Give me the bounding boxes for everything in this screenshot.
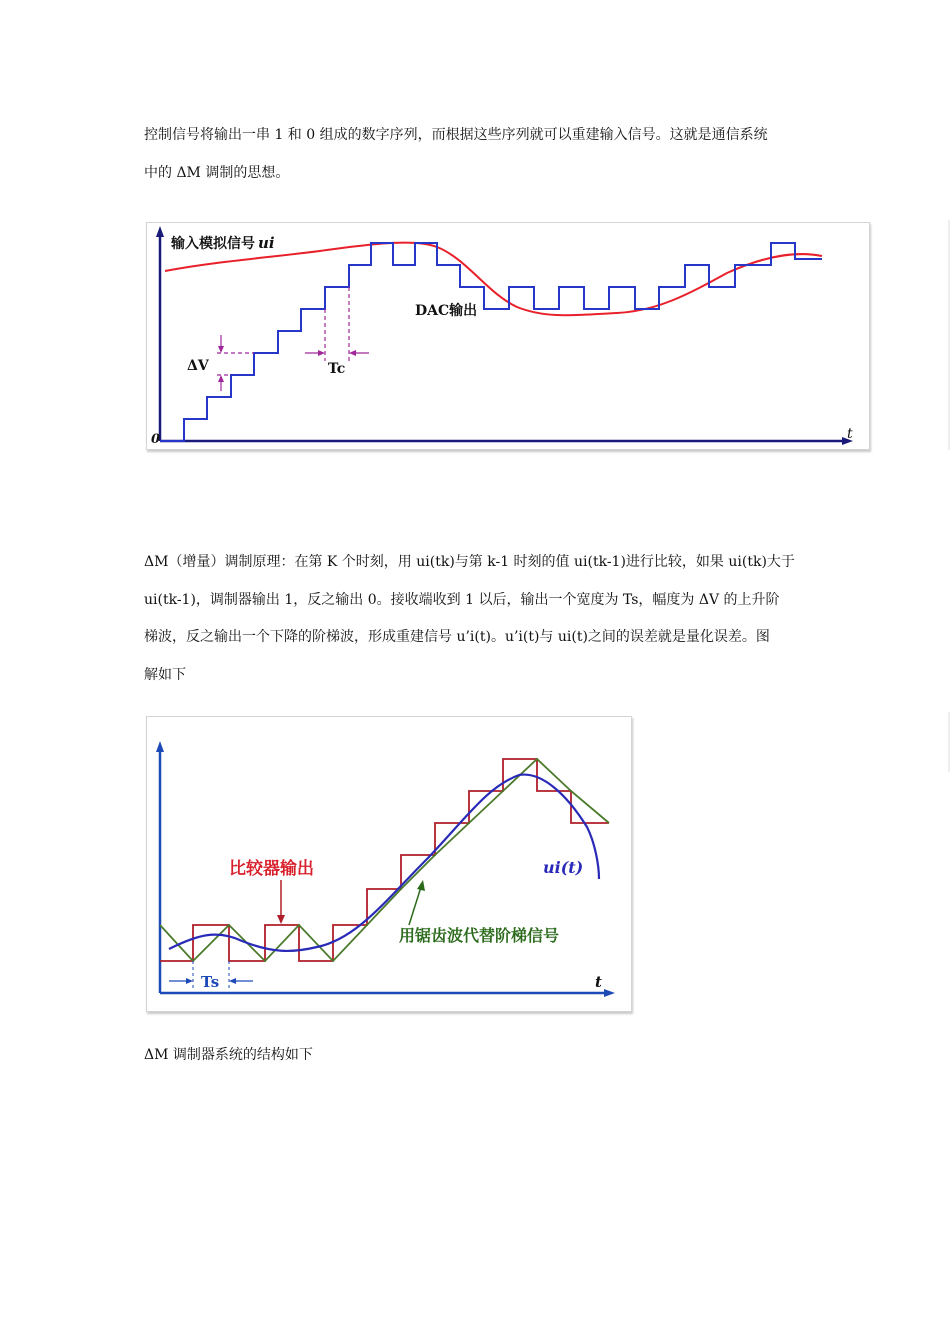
- sawtooth-label: 用锯齿波代替阶梯信号: [399, 926, 560, 945]
- t-axis-label: t: [847, 426, 853, 442]
- text-line: 控制信号将输出一串 1 和 0 组成的数字序列，而根据这些序列就可以重建输入信号。这就是通信系统: [144, 127, 768, 143]
- text-line: 中的 ΔM 调制的思想。: [144, 164, 290, 181]
- delta-v-label: ΔV: [187, 358, 209, 374]
- ts-label: Ts: [201, 973, 220, 991]
- analog-input-curve: [165, 243, 822, 316]
- sawtooth-pointer-head: [417, 880, 425, 891]
- y-axis-arrow: [156, 226, 164, 237]
- comparator-output-label: 比较器输出: [229, 859, 314, 879]
- tc-arrowhead-left: [318, 350, 325, 356]
- dm-principle-diagram: [147, 717, 631, 1011]
- y-axis-arrow: [156, 741, 164, 752]
- paragraph-3: [144, 1037, 814, 1075]
- ts-arrowhead-left: [186, 978, 193, 984]
- delta-v-arrowhead-bottom: [218, 375, 224, 382]
- delta-v-arrowhead-top: [218, 346, 224, 353]
- origin-label: 0: [151, 432, 161, 447]
- dac-output-label: DAC输出: [415, 303, 478, 319]
- tc-arrowhead-right: [349, 350, 356, 356]
- text-line: ui(tk-1)，调制器输出 1，反之输出 0。接收端收到 1 以后，输出一个宽度为 Ts，幅度为 ΔV 的上升阶: [144, 591, 780, 608]
- dac-staircase: [160, 243, 822, 441]
- ts-arrowhead-right: [229, 978, 236, 984]
- dm-principle-figure: [146, 716, 632, 1012]
- comparator-pointer-head: [277, 915, 285, 924]
- text-line: 梯波，反之输出一个下降的阶梯波，形成重建信号 u’i(t)。u’i(t)与 ui(t)之间的误差就是量化误差。图: [144, 629, 770, 645]
- dm-concept-diagram: [147, 223, 869, 449]
- paragraph-1: [144, 117, 814, 192]
- ui-t-label: ui(t): [543, 858, 584, 877]
- text-line: ΔM（增量）调制原理：在第 K 个时刻，用 ui(tk)与第 k-1 时刻的值 ui(tk-1)进行比较，如果 ui(tk)大于: [144, 554, 795, 570]
- text-line: 解如下: [144, 666, 186, 683]
- t-axis-label: t: [595, 973, 602, 991]
- tc-label: Tc: [328, 361, 346, 377]
- dm-concept-figure: [146, 222, 870, 450]
- paragraph-2: [144, 544, 814, 694]
- x-axis-arrow: [604, 989, 615, 997]
- text-line: ΔM 调制器系统的结构如下: [144, 1047, 313, 1063]
- ui-symbol-label: ui: [258, 234, 275, 252]
- input-signal-label: 输入模拟信号: [171, 236, 255, 252]
- sawtooth-pointer: [409, 887, 421, 925]
